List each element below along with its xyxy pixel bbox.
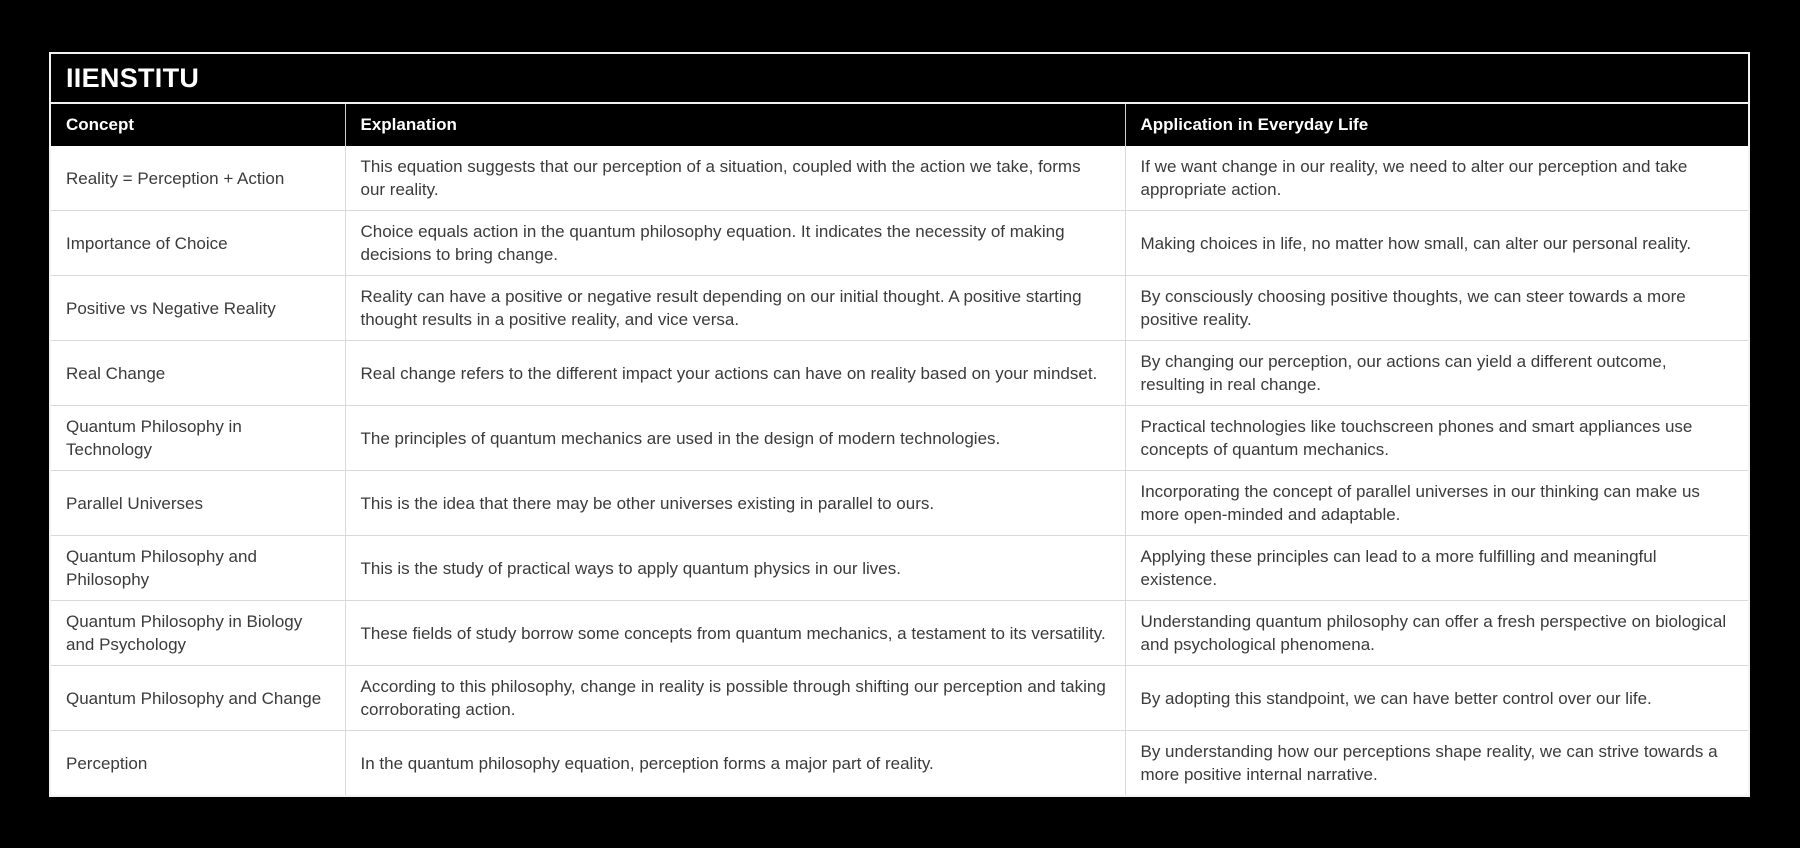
table-row [51, 276, 1748, 341]
column-header-concept: Concept [51, 104, 345, 146]
explanation-cell: The principles of quantum mechanics are used in the design of modern technologies. [345, 406, 1125, 471]
explanation-cell: These fields of study borrow some concepts from quantum mechanics, a testament to its versatility. [345, 601, 1125, 666]
explanation-cell: This is the study of practical ways to apply quantum physics in our lives. [345, 536, 1125, 601]
concept-cell: Quantum Philosophy and Change [51, 666, 345, 731]
application-cell: By consciously choosing positive thoughts, we can steer towards a more positive reality. [1125, 276, 1748, 341]
table-header-row [51, 104, 1748, 146]
application-cell: By adopting this standpoint, we can have better control over our life. [1125, 666, 1748, 731]
application-cell: Making choices in life, no matter how small, can alter our personal reality. [1125, 211, 1748, 276]
concept-cell: Importance of Choice [51, 211, 345, 276]
column-header-explanation: Explanation [345, 104, 1125, 146]
application-cell: Applying these principles can lead to a more fulfilling and meaningful existence. [1125, 536, 1748, 601]
application-cell: By changing our perception, our actions can yield a different outcome, resulting in real change. [1125, 341, 1748, 406]
concept-cell: Quantum Philosophy and Philosophy [51, 536, 345, 601]
brand-title: IIENSTITU [51, 54, 1748, 104]
table-row [51, 471, 1748, 536]
table-row [51, 211, 1748, 276]
application-cell: Understanding quantum philosophy can offer a fresh perspective on biological and psychological phenomena. [1125, 601, 1748, 666]
concept-cell: Perception [51, 731, 345, 796]
table-row [51, 601, 1748, 666]
table-row [51, 731, 1748, 796]
table-row [51, 406, 1748, 471]
explanation-cell: This is the idea that there may be other universes existing in parallel to ours. [345, 471, 1125, 536]
explanation-cell: Real change refers to the different impact your actions can have on reality based on your mindset. [345, 341, 1125, 406]
explanation-cell: Choice equals action in the quantum philosophy equation. It indicates the necessity of making decisions to bring change. [345, 211, 1125, 276]
application-cell: If we want change in our reality, we need to alter our perception and take appropriate action. [1125, 146, 1748, 211]
table-body [51, 146, 1748, 795]
explanation-cell: This equation suggests that our perception of a situation, coupled with the action we take, forms our reality. [345, 146, 1125, 211]
table-row [51, 536, 1748, 601]
concept-cell: Quantum Philosophy in Technology [51, 406, 345, 471]
table-row [51, 146, 1748, 211]
concept-cell: Parallel Universes [51, 471, 345, 536]
table-row [51, 666, 1748, 731]
explanation-cell: According to this philosophy, change in reality is possible through shifting our perception and taking corroborating action. [345, 666, 1125, 731]
table-row [51, 341, 1748, 406]
application-cell: By understanding how our perceptions shape reality, we can strive towards a more positive internal narrative. [1125, 731, 1748, 796]
quantum-philosophy-table-card [49, 52, 1750, 797]
concept-cell: Reality = Perception + Action [51, 146, 345, 211]
concept-cell: Real Change [51, 341, 345, 406]
concept-table [51, 104, 1748, 795]
explanation-cell: In the quantum philosophy equation, perception forms a major part of reality. [345, 731, 1125, 796]
concept-cell: Positive vs Negative Reality [51, 276, 345, 341]
column-header-application: Application in Everyday Life [1125, 104, 1748, 146]
application-cell: Practical technologies like touchscreen phones and smart appliances use concepts of quantum mechanics. [1125, 406, 1748, 471]
application-cell: Incorporating the concept of parallel universes in our thinking can make us more open-minded and adaptable. [1125, 471, 1748, 536]
concept-cell: Quantum Philosophy in Biology and Psychology [51, 601, 345, 666]
explanation-cell: Reality can have a positive or negative result depending on our initial thought. A positive starting thought results in a positive reality, and vice versa. [345, 276, 1125, 341]
